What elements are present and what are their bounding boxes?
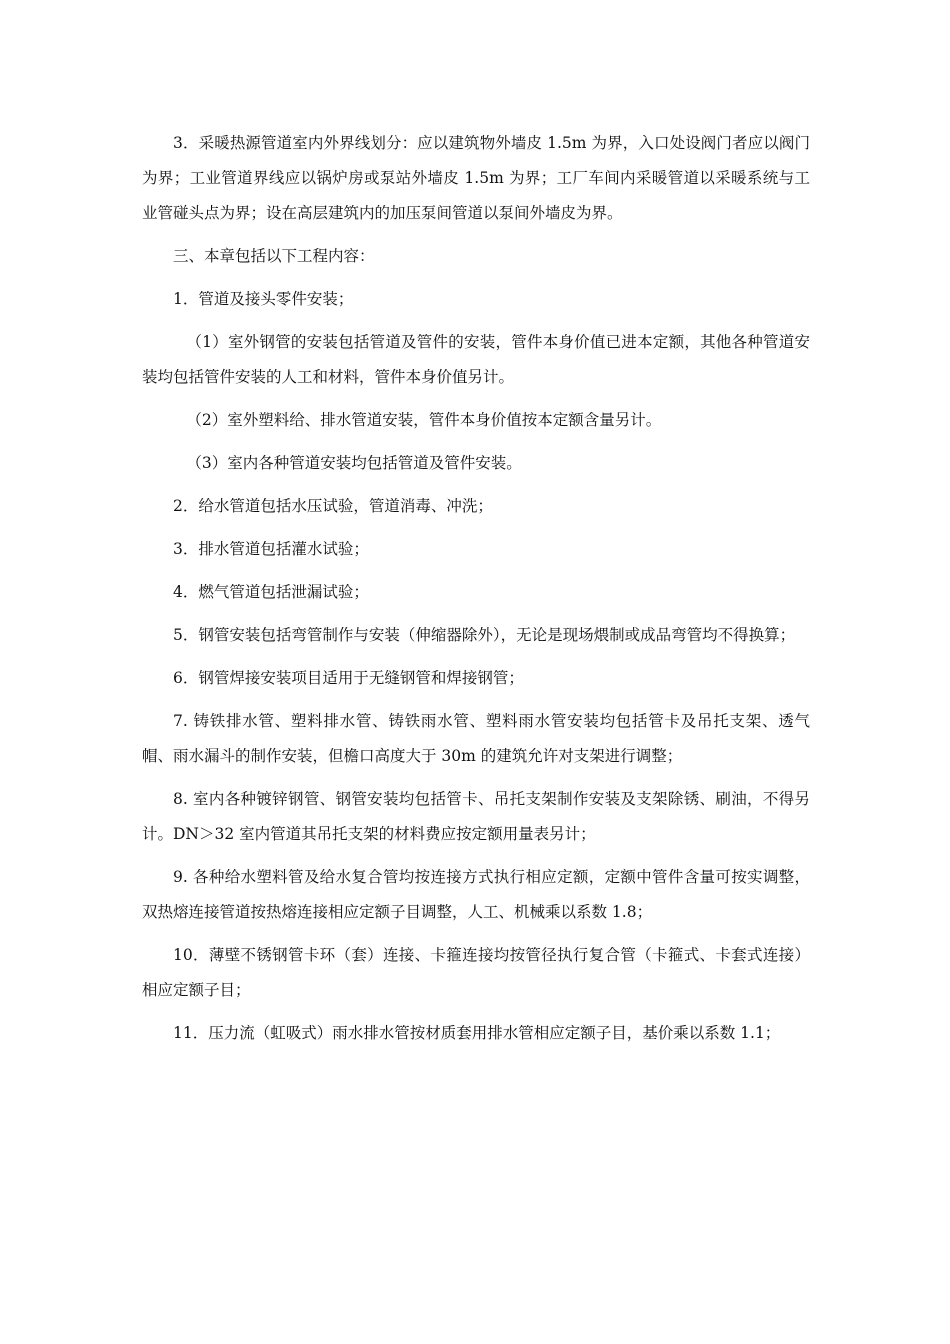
paragraph-heating-boundary: 3．采暖热源管道室内外界线划分：应以建筑物外墙皮 1.5m 为界，入口处设阀门者应以阀门为界；工业管道界线应以锅炉房或泵站外墙皮 1.5m 为界；工厂车间内采暖管道以采暖系统与工业管碰头点为界；设在高层建筑内的加压泵间管道以泵间外墙皮为界。 [142, 134, 810, 222]
paragraph-section-heading: 三、本章包括以下工程内容： [173, 247, 375, 265]
paragraph-subitem-1: （1）室外钢管的安装包括管道及管件的安装，管件本身价值已进本定额，其他各种管道安装均包括管件安装的人工和材料，管件本身价值另计。 [142, 333, 810, 386]
paragraph-item-6: 6．钢管焊接安装项目适用于无缝钢管和焊接钢管； [173, 669, 524, 687]
paragraph-item-5: 5．钢管安装包括弯管制作与安装（伸缩器除外），无论是现场煨制或成品弯管均不得换算； [173, 626, 796, 644]
paragraph-item-1: 1．管道及接头零件安装； [173, 290, 354, 308]
paragraph-item-2: 2．给水管道包括水压试验，管道消毒、冲洗； [173, 497, 493, 515]
paragraph-item-4: 4．燃气管道包括泄漏试验； [173, 583, 369, 601]
paragraph-item-3: 3．排水管道包括灌水试验； [173, 540, 369, 558]
paragraph-item-7: 7. 铸铁排水管、塑料排水管、铸铁雨水管、塑料雨水管安装均包括管卡及吊托支架、透气帽、雨水漏斗的制作安装，但檐口高度大于 30m 的建筑允许对支架进行调整； [142, 712, 810, 765]
paragraph-subitem-2: （2）室外塑料给、排水管道安装，管件本身价值按本定额含量另计。 [186, 411, 662, 429]
paragraph-item-9: 9. 各种给水塑料管及给水复合管均按连接方式执行相应定额，定额中管件含量可按实调整，双热熔连接管道按热熔连接相应定额子目调整，人工、机械乘以系数 1.8； [142, 868, 810, 921]
paragraph-item-11: 11．压力流（虹吸式）雨水排水管按材质套用排水管相应定额子目，基价乘以系数 1.1； [173, 1024, 781, 1042]
paragraph-item-10: 10．薄壁不锈钢管卡环（套）连接、卡箍连接均按管径执行复合管（卡箍式、卡套式连接）相应定额子目； [142, 946, 810, 999]
paragraph-subitem-3: （3）室内各种管道安装均包括管道及管件安装。 [186, 454, 522, 472]
document-body [142, 126, 810, 1059]
paragraph-item-8: 8. 室内各种镀锌钢管、钢管安装均包括管卡、吊托支架制作安装及支架除锈、刷油，不得另计。DN＞32 室内管道其吊托支架的材料费应按定额用量表另计； [142, 790, 810, 843]
